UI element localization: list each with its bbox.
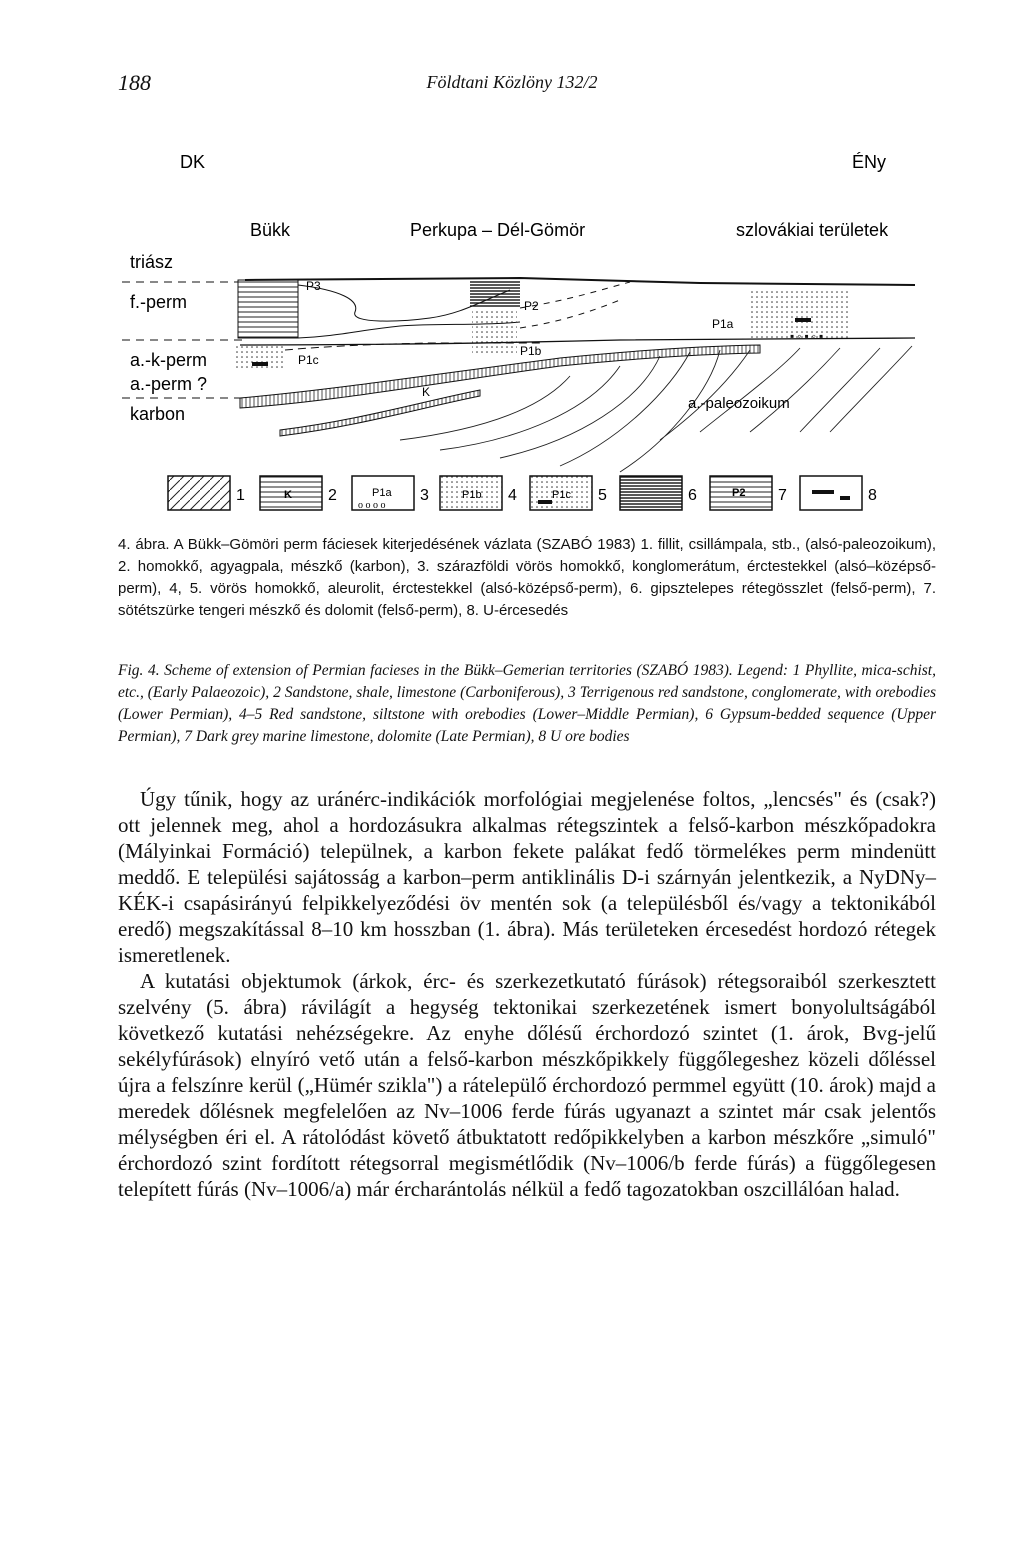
svg-text:4: 4 (508, 487, 517, 504)
paragraph: Úgy tűnik, hogy az uránérc-indikációk morfológiai megjelenése foltos, „lencsés" és (csak?) ott jelennek meg, ahol a hordozásukra alkalmas rétegszintek a felső-karbon mészkőpadokra (Mályinkai Formáció) települnek, a karbon fekete palákat fedő törmelékes perm mindenütt meddő. E települési sajátosság a karbon–perm antiklinális D-i szárnyán jelentkezik, a NyDNy–KÉK-i csapásirányú felpikkelyeződési öv mentén sok (a településből és/vagy a tektonikából eredő) megszakítással 8–10 km hosszban (1. ábra). Más területeken ércesedést hordozó rétegek ismeretlenek. (118, 787, 936, 967)
svg-text:P1b: P1b (462, 489, 482, 501)
legend (168, 476, 877, 511)
svg-text:o o o o: o o o o (358, 500, 386, 511)
svg-text:2: 2 (328, 487, 337, 504)
perkupa-p1b-body (472, 310, 517, 355)
body-text (118, 786, 936, 1202)
legend-item-6 (620, 476, 697, 510)
ore-body (795, 318, 811, 322)
svg-text:5: 5 (598, 487, 607, 504)
label-p1b: P1b (520, 344, 542, 358)
svg-text:6: 6 (688, 487, 697, 504)
svg-text:8: 8 (868, 487, 877, 504)
region-perkupa: Perkupa – Dél-Gömör (410, 220, 586, 240)
ore-body (252, 362, 268, 366)
legend-item-8 (800, 476, 877, 510)
row-aperm: a.-perm ? (130, 374, 208, 394)
row-karbon: karbon (130, 404, 186, 424)
conglomerate-marks: ▪ ◦ ▪ ◦ ▪ (790, 329, 824, 343)
page-number: 188 (118, 70, 151, 95)
legend-item-1 (168, 476, 245, 510)
row-akperm: a.-k-perm (130, 350, 208, 370)
direction-se: DK (180, 152, 206, 172)
label-p1c: P1c (298, 353, 319, 367)
svg-text:7: 7 (778, 487, 787, 504)
label-p2: P2 (524, 299, 539, 313)
legend-item-4 (440, 476, 517, 510)
svg-text:3: 3 (420, 487, 429, 504)
paragraph: A kutatási objektumok (árkok, érc- és szerkezetkutató fúrások) rétegsoraiból szerkesztett szelvény (5. ábra) rávilágít a hegység tektonikai szerkezetének ismert bonyolultságából következő kutatási nehézségekre. Az enyhe dőlésű érchordozó szintet (1. árok, Bvg-jelű sekélyfúrások) elnyíró vető után a felső-karbon mészkőpikkely függőlegeshez közeli dőléssel újra a felszínre kerül („Hümér szikla") a rátelepülő érchordozó permmel együtt (10. árok) majd a meredek dőlésnek megfelelően az Nv–1006 ferde fúrás ugyanazt a szintet már csak jelentős mélységben éri el. A rátolódást követő átbuktatott redőpikkelyben a karbon mészkőre „simuló" érchordozó szint fordított rétegsorral megismétlődik (Nv–1006/b ferde fúrás) a függőlegesen telepített fúrás (Nv–1006/a) már ércharántolás nélkül a fedő tagozatokban oszcillálóan halad. (118, 969, 936, 1201)
region-bukk: Bükk (250, 220, 291, 240)
label-p3: P3 (306, 279, 321, 293)
bukk-p1c-body (235, 345, 285, 371)
label-apaleozoikum: a.-paleozoikum (688, 395, 790, 412)
svg-text:1: 1 (236, 487, 245, 504)
top-surface (245, 278, 915, 285)
journal-title: Földtani Közlöny 132/2 (426, 72, 598, 92)
label-p1a: P1a (712, 317, 734, 331)
row-fperm: f.-perm (130, 292, 188, 312)
bukk-p3-body (238, 280, 298, 338)
figure-caption-hungarian: 4. ábra. A Bükk–Gömöri perm fáciesek kiterjedésének vázlata (SZABÓ 1983) 1. fillit, csillámpala, stb., (alsó-paleozoikum), 2. homokkő, agyagpala, mészkő (karbon), 3. szárazföldi vörös homokkő, konglomerátum, érctestekkel (alsó–középső-perm), 4, 5. vörös homokkő, aleurolit, érctestekkel (alsó-középső-perm), 6. gipsztelepes rétegösszlet (felső-perm), 7. sötétszürke tengeri mészkő és dolomit (felső-perm), 8. U-ércesedés (118, 536, 936, 619)
svg-text:P1a: P1a (372, 487, 392, 499)
basement-foliation (400, 346, 912, 472)
region-slovak: szlovákiai területek (736, 220, 889, 240)
facies-diagram (100, 140, 930, 520)
row-triasz: triász (130, 252, 174, 272)
svg-text:P1c: P1c (552, 489, 571, 501)
page-header (118, 70, 906, 100)
svg-text:K: K (284, 489, 292, 501)
svg-text:P2: P2 (732, 487, 746, 499)
legend-item-3 (352, 476, 429, 511)
figure-caption-english: Fig. 4. Scheme of extension of Permian facieses in the Bükk–Gemerian territories (SZABÓ 1983). Legend: 1 Phyllite, mica-schist, etc., (Early Palaeozoic), 2 Sandstone, shale, limestone (Carboniferous), 3 Terrigenous red sandstone, conglomerate, with orebodies (Lower Permian), 4–5 Red sandstone, siltstone with orebodies (Lower–Middle Permian), 6 Gypsum-bedded sequence (Upper Permian), 7 Dark grey marine limestone, dolomite (Late Permian), 8 U ore bodies (118, 662, 936, 745)
direction-nw: ÉNy (852, 152, 887, 172)
legend-item-2 (260, 476, 337, 510)
legend-item-5 (530, 476, 607, 510)
figure-section-diagram (100, 140, 930, 520)
legend-item-7 (710, 476, 787, 510)
label-k: K (422, 385, 431, 399)
perkupa-p2-body (470, 280, 520, 308)
